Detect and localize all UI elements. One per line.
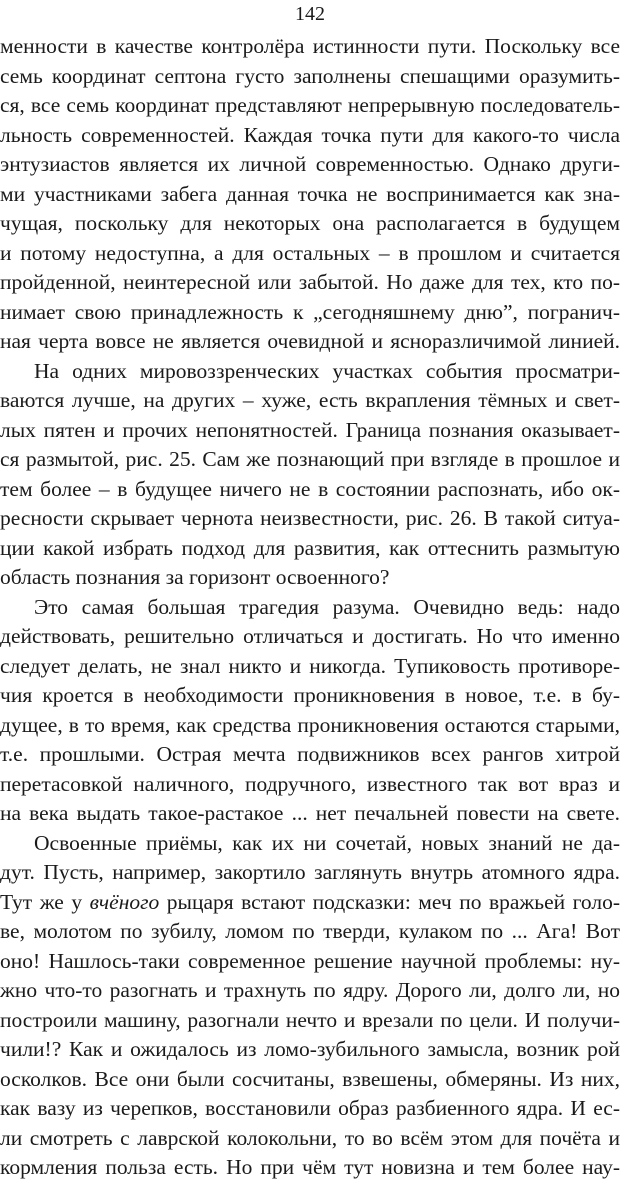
text-line: дущее, в то время, как средства проникновения остаются старыми, bbox=[0, 712, 620, 737]
text-line: ли смотреть с лаврской колокольни, то во всём этом для почёта и bbox=[0, 1125, 620, 1150]
text-line: ваются лучше, на других – хуже, есть вкрапления тёмных и свет- bbox=[0, 388, 620, 412]
paragraph-start-line: Освоенные приёмы, как их ни сочетай, новых знаний не да- bbox=[34, 830, 620, 855]
text-line: энтузиастов является их личной современностью. Однако други- bbox=[0, 152, 620, 176]
text-line: ся размытой, рис. 25. Сам же познающий при взгляде в прошлое и bbox=[0, 447, 620, 471]
text-line: чущая, поскольку для некоторых она располагается в будущем bbox=[0, 211, 620, 235]
text-line: менности в качестве контролёра истинности пути. Поскольку все bbox=[0, 34, 620, 58]
text-line: жно что-то разогнать и трахнуть по ядру. Дорого ли, долго ли, но bbox=[0, 978, 620, 1002]
text-line: ции какой избрать подход для развития, как оттеснить размытую bbox=[0, 535, 620, 560]
paragraph-start-line: Это самая большая трагедия разума. Очевидно ведь: надо bbox=[34, 594, 620, 619]
text-line: как вазу из черепков, восстановили образ разбиенного ядра. И ес- bbox=[0, 1096, 620, 1120]
text-line: чили!? Как и ожидалось из ломо-зубильного замысла, возник рой bbox=[0, 1037, 620, 1061]
text-line: следует делать, не знал никто и никогда. Тупиковость противоре- bbox=[0, 653, 620, 678]
text-line: тем более – в будущее ничего не в состоянии распознать, ибо ок- bbox=[0, 476, 620, 501]
text-fragment: рыцаря встают подсказки: меч по вражьей голо- bbox=[159, 889, 620, 914]
text-line: чия кроется в необходимости проникновения в новое, т.е. в бу- bbox=[0, 683, 620, 707]
text-line: льность современностей. Каждая точка пути для какого-то числа bbox=[0, 122, 620, 147]
italic-word: вчёного bbox=[89, 889, 160, 914]
text-line: лых пятен и прочих непонятностей. Граница познания оказывает- bbox=[0, 417, 620, 442]
body-text bbox=[0, 32, 620, 1183]
text-line: на века выдать такое-растакое ... нет печальней повести на свете. bbox=[0, 801, 620, 825]
text-line: семь координат септона густо заполнены спешащими оразумить- bbox=[0, 63, 620, 88]
text-line: ся, все семь координат представляют непрерывную последователь- bbox=[0, 93, 620, 117]
text-line: ная черта вовсе не является очевидной и ясноразличимой линией. bbox=[0, 329, 620, 353]
paragraph-start-line: На одних мировоззренческих участках события просматри- bbox=[34, 358, 620, 383]
text-line: ве, молотом по зубилу, ломом по тверди, кулаком по ... Ага! Вот bbox=[0, 919, 620, 943]
text-line: действовать, решительно отличаться и достигать. Но что именно bbox=[0, 624, 620, 648]
text-line: и потому недоступна, а для остальных – в прошлом и считается bbox=[0, 240, 620, 265]
text-line: ресности скрывает чернота неизвестности, рис. 26. В такой ситуа- bbox=[0, 506, 620, 530]
text-fragment: Тут же у bbox=[0, 889, 90, 914]
text-line: оно! Нашлось-таки современное решение научной проблемы: ну- bbox=[0, 948, 620, 973]
text-line: пройденной, неинтересной или забытой. Но даже для тех, кто по- bbox=[0, 270, 620, 294]
text-line: кормления польза есть. Но при чём тут новизна и тем более нау- bbox=[0, 1155, 620, 1179]
text-line: нимает свою принадлежность к „сегодняшнему дню”, погранич- bbox=[0, 299, 620, 324]
text-line: построили машину, разогнали нечто и врезали по цели. И получи- bbox=[0, 1007, 620, 1032]
page-number: 142 bbox=[295, 3, 325, 25]
text-line: осколков. Все они были сосчитаны, взвешены, обмеряны. Из них, bbox=[0, 1066, 620, 1091]
text-line: т.е. прошлыми. Острая мечта подвижников всех рангов хитрой bbox=[0, 742, 620, 766]
text-line-with-italic bbox=[0, 888, 620, 918]
text-line: дут. Пусть, например, закортило заглянуть внутрь атомного ядра. bbox=[0, 860, 620, 884]
text-line: ми участниками забега данная точка не воспринимается как зна- bbox=[0, 181, 620, 206]
text-line: перетасовкой наличного, подручного, известного так вот враз и bbox=[0, 771, 620, 796]
paragraph-end-line: область познания за горизонт освоенного? bbox=[0, 565, 390, 589]
